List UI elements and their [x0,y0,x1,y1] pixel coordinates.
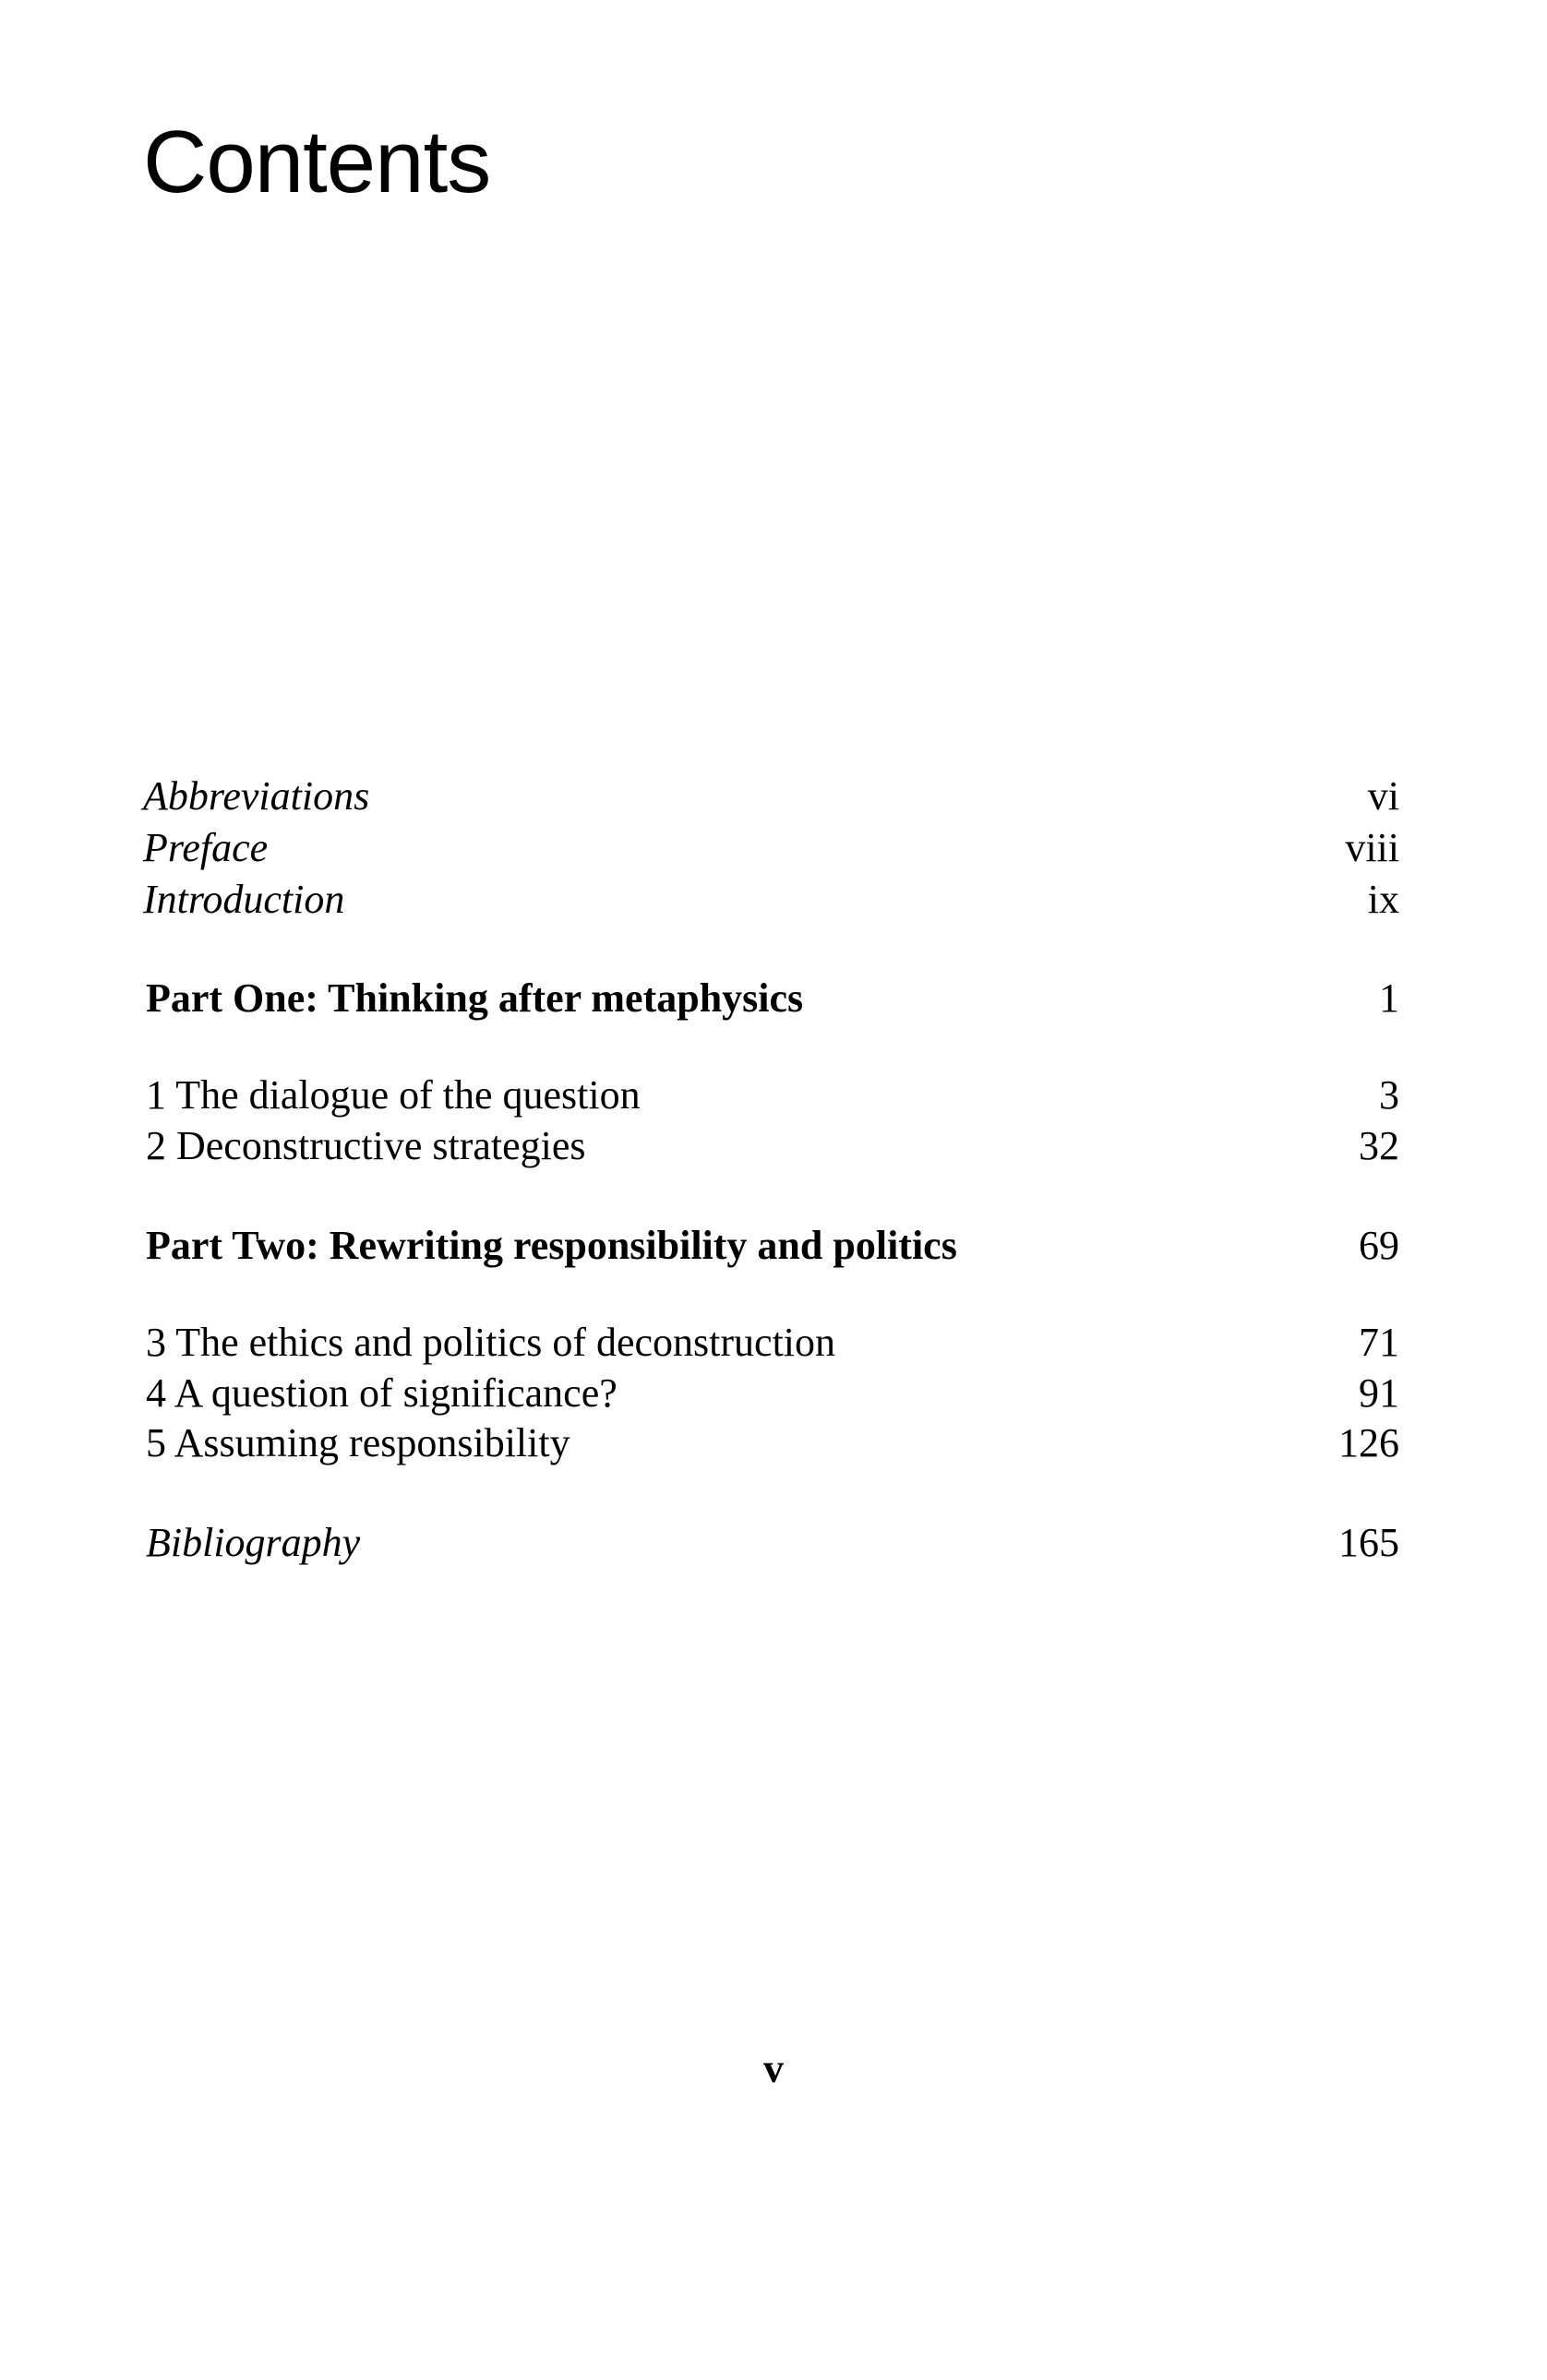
toc-chapter-label: 1 The dialogue of the question [146,1072,641,1118]
toc-part-page: 1 [1379,975,1399,1021]
toc-entry-label: Bibliography [146,1520,361,1565]
toc-part-one[interactable] [146,973,1399,1024]
toc-entry-label: Introduction [143,877,345,922]
page-title: Contents [143,113,491,211]
toc-part-page: 69 [1359,1223,1399,1268]
toc-entry-page: ix [1367,877,1399,922]
toc-entry-page: viii [1345,825,1399,870]
toc-entry-label: Preface [143,825,269,870]
toc-chapter-4[interactable] [146,1368,1399,1419]
toc-chapter-3[interactable] [146,1317,1399,1369]
toc-chapter-label: 4 A question of significance? [146,1370,618,1416]
toc-chapter-label: 2 Deconstructive strategies [146,1123,586,1168]
toc-entry-introduction[interactable] [143,874,1399,926]
toc-entry-preface[interactable] [143,822,1399,874]
toc-chapter-page: 126 [1338,1420,1399,1465]
toc-chapter-5[interactable] [146,1417,1399,1469]
toc-entry-page: 165 [1338,1520,1399,1565]
toc-chapter-1[interactable] [146,1070,1399,1121]
toc-part-label: Part One: Thinking after metaphysics [146,975,804,1021]
toc-part-label: Part Two: Rewriting responsibility and politics [146,1223,957,1268]
page-number: v [763,2046,784,2091]
toc-entry-page: vi [1367,773,1399,819]
toc-chapter-page: 71 [1359,1320,1399,1365]
toc-entry-bibliography[interactable] [146,1517,1399,1569]
toc-chapter-label: 5 Assuming responsibility [146,1420,570,1465]
toc-chapter-2[interactable] [146,1120,1399,1172]
toc-chapter-page: 91 [1359,1370,1399,1416]
toc-chapter-label: 3 The ethics and politics of deconstruction [146,1320,836,1365]
toc-chapter-page: 3 [1379,1072,1399,1118]
toc-entry-label: Abbreviations [143,773,370,819]
toc-entry-abbreviations[interactable] [143,771,1399,822]
toc-part-two[interactable] [146,1220,1399,1272]
toc-chapter-page: 32 [1359,1123,1399,1168]
